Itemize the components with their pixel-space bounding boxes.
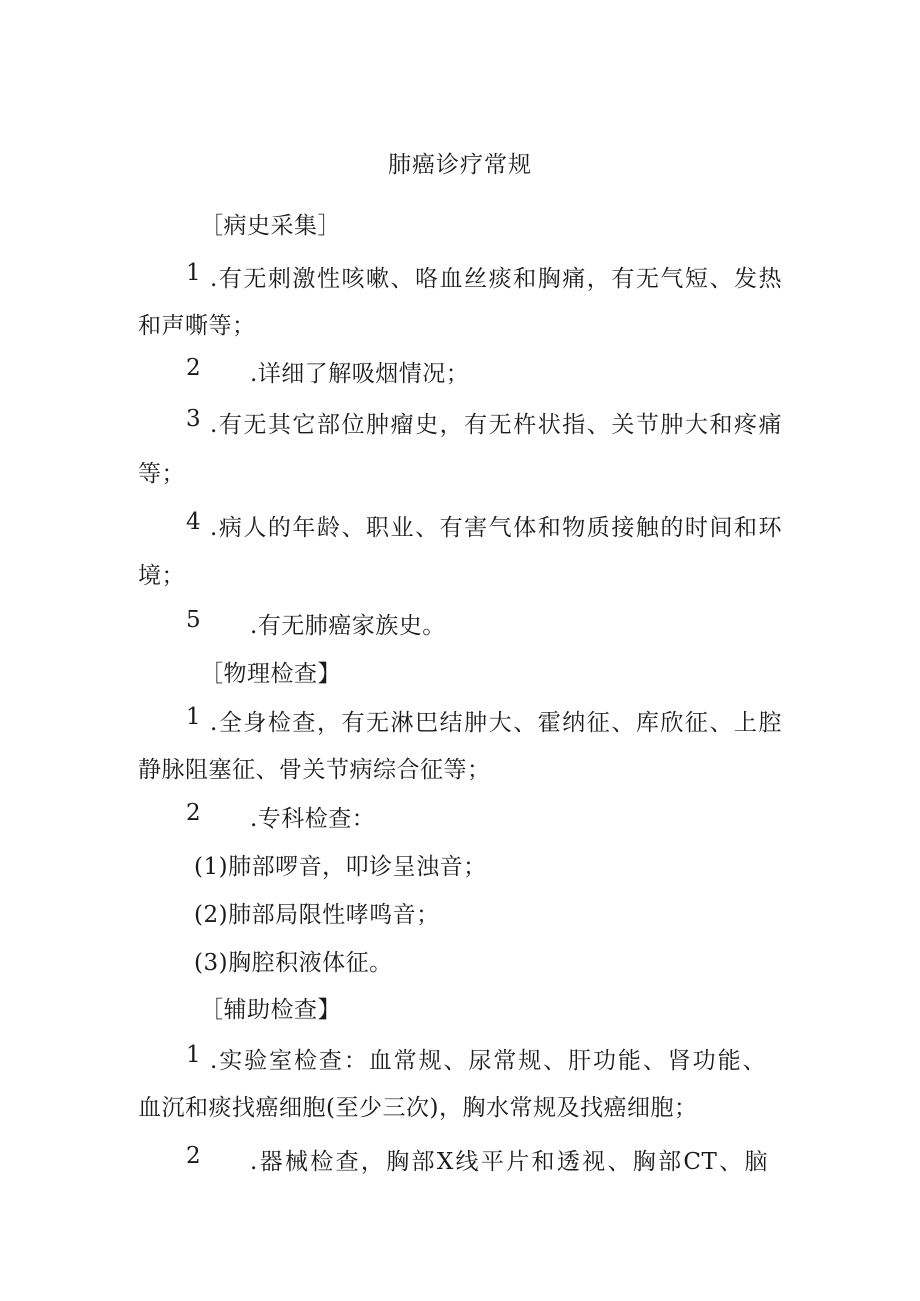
section-heading-auxiliary: ［辅助检查】 (200, 997, 341, 1023)
history-item-4-text: .病人的年龄、职业、有害气体和物质接触的时间和环 (210, 515, 782, 541)
history-item-1-number: 1 (186, 260, 201, 286)
section-heading-physical: ［物理检查】 (200, 661, 341, 687)
physical-item-2-number: 2 (186, 800, 201, 826)
physical-subitem-3: (3)胸腔积液体征。 (194, 950, 393, 976)
auxiliary-item-2-text: .器械检查，胸部X线平片和透视、胸部CT、脑 (250, 1149, 768, 1175)
auxiliary-item-1-continuation: 血沉和痰找癌细胞(至少三次)，胸水常规及找癌细胞； (138, 1095, 698, 1121)
history-item-3-continuation: 等； (138, 461, 185, 487)
physical-item-1-continuation: 静脉阻塞征、骨关节病综合征等； (138, 757, 491, 783)
history-item-1-text: .有无刺激性咳嗽、咯血丝痰和胸痛，有无气短、发热 (210, 266, 782, 292)
history-item-3-text: .有无其它部位肿瘤史，有无杵状指、关节肿大和疼痛 (210, 412, 782, 438)
physical-item-1-number: 1 (186, 704, 201, 730)
physical-subitem-2: (2)肺部局限性哮鸣音； (194, 902, 440, 928)
physical-item-2-text: .专科检查： (250, 806, 376, 832)
section-heading-history: ［病史采集］ (200, 213, 341, 239)
history-item-1-continuation: 和声嘶等； (138, 313, 256, 339)
auxiliary-item-1-text: .实验室检查：血常规、尿常规、肝功能、肾功能、 (210, 1048, 766, 1074)
history-item-4-continuation: 境； (138, 563, 185, 589)
history-item-4-number: 4 (186, 509, 201, 535)
document-title: 肺癌诊疗常规 (388, 152, 532, 178)
auxiliary-item-1-number: 1 (186, 1042, 201, 1068)
history-item-2-number: 2 (186, 355, 201, 381)
history-item-5-number: 5 (186, 607, 201, 633)
history-item-3-number: 3 (186, 406, 201, 432)
history-item-2-text: .详细了解吸烟情况； (250, 361, 470, 387)
physical-subitem-1: (1)肺部啰音，叩诊呈浊音； (194, 854, 487, 880)
history-item-5-text: .有无肺癌家族史。 (250, 613, 446, 639)
auxiliary-item-2-number: 2 (186, 1143, 201, 1169)
physical-item-1-text: .全身检查，有无淋巴结肿大、霍纳征、库欣征、上腔 (210, 710, 782, 736)
